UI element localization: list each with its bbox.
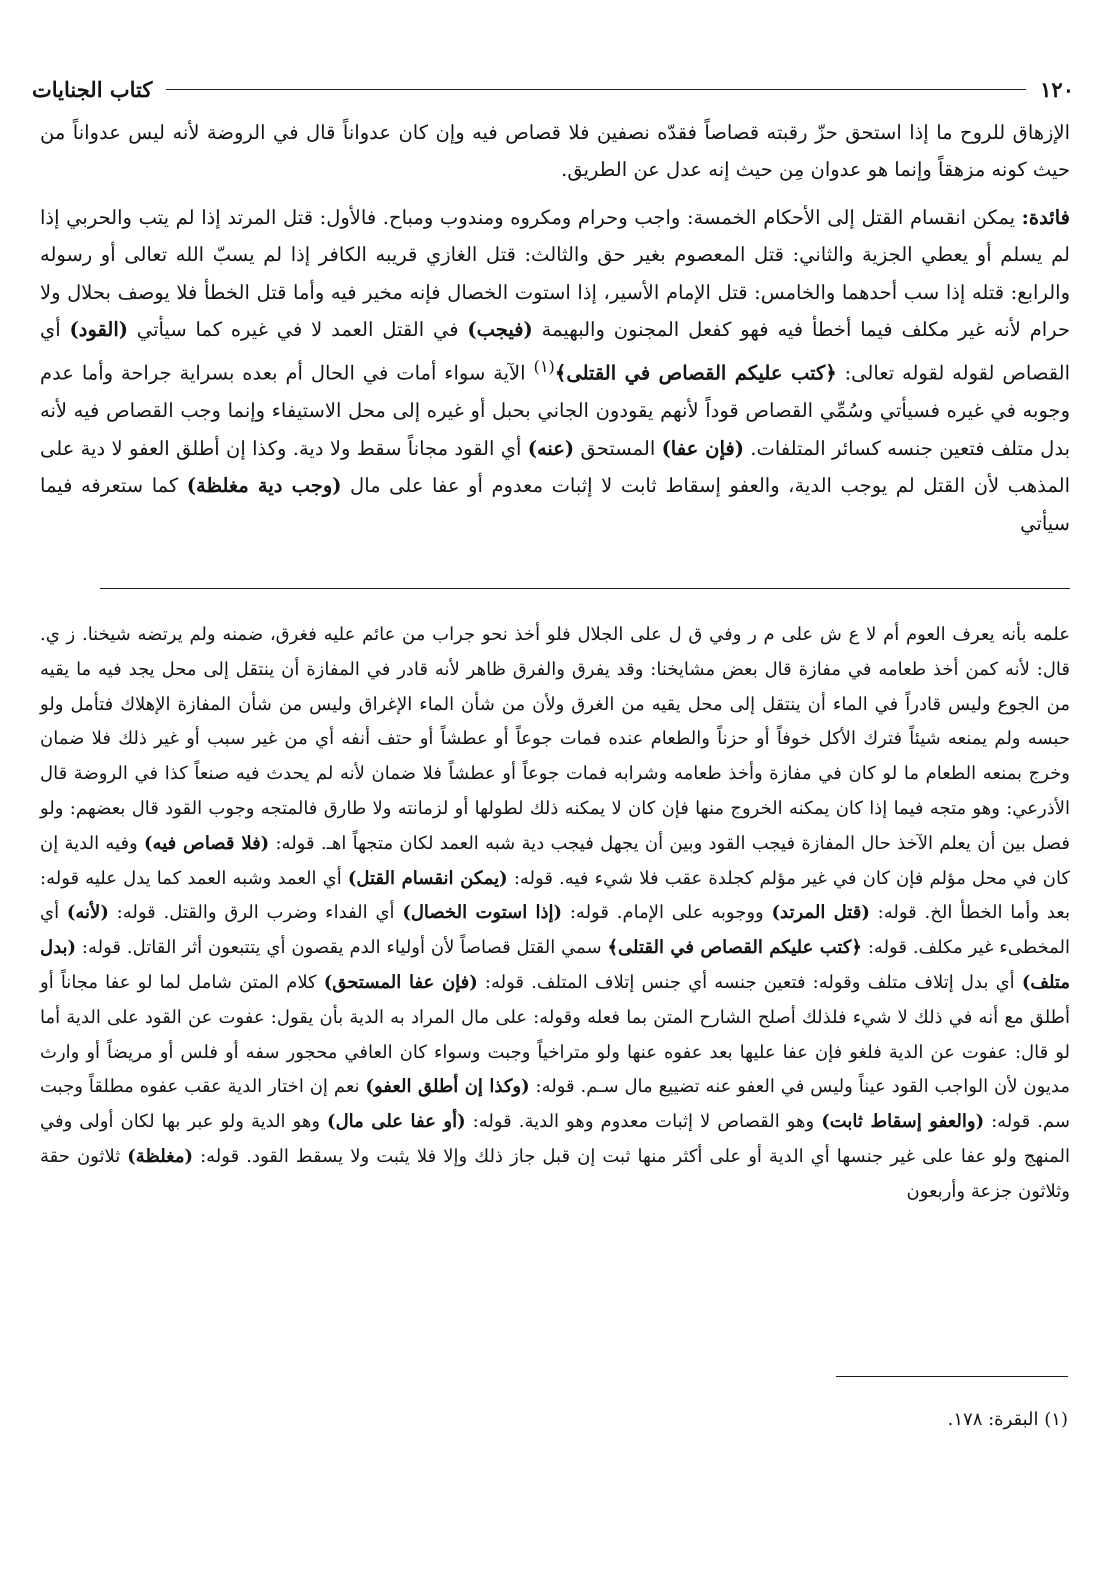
commentary-run: نعم إن اختار الدية عقب عفوه مطلقاً وجبت سم. قوله:	[40, 1076, 1070, 1133]
main-text-run: في القتل العمد لا في غيره كما سيأتي	[127, 318, 468, 342]
main-paragraph: الإزهاق للروح ما إذا استحق حزّ رقبته قصاصاً فقدّه نصفين فلا قصاص فيه وإن كان عدواناً قال في الروضة لأنه ليس عدواناً من حيث كونه مزهقاً وإنما هو عدوان مِن حيث إنه عدل عن الطريق.	[40, 121, 1070, 182]
matn-term: (فإن عفا)	[661, 436, 744, 460]
commentary-paragraph	[40, 618, 1070, 1210]
main-text-run: الآية سواء أمات في الحال أم بعده بسراية جراحة وأما عدم وجوبه في غيره فسيأتي وسُمِّي القصاص قوداً لأنهم يقودون الجاني بحبل أو غيره إلى محل الاستيفاء وإنما وجب القصاص فيه لأنه بدل متلف فتعين جنسه كسائر المتلفات.	[40, 361, 1071, 460]
running-title: كتاب الجنايات	[32, 76, 153, 102]
quoted-term: (بدل متلف)	[40, 937, 1071, 993]
quoted-term: (يمكن انقسام القتل)	[347, 867, 508, 889]
quoted-term: (والعفو إسقاط ثابت)	[821, 1111, 985, 1133]
commentary-run: أي العمد وشبه العمد كما يدل عليه قوله: بعد وأما الخطأ الخ. قوله:	[40, 867, 1070, 924]
quran-quote: ﴿كتب عليكم القصاص في القتلى﴾	[554, 361, 837, 385]
quoted-term: (لأنه)	[66, 902, 109, 924]
commentary-run: وهو القصاص لا إثبات معدوم وهو الدية. قوله:	[465, 1111, 822, 1133]
main-text-run: كما ستعرفه فيما سيأتي	[40, 474, 1070, 535]
quoted-term: (فإن عفا المستحق)	[323, 971, 478, 993]
quoted-term: (قتل المرتد)	[771, 902, 870, 924]
main-paragraph	[40, 199, 1070, 542]
page-header	[32, 74, 1074, 104]
matn-term: (فيجب)	[467, 318, 533, 342]
main-text	[40, 114, 1070, 542]
matn-term: (عنه)	[527, 436, 575, 460]
section-separator	[100, 588, 1070, 589]
matn-term: (القود)	[69, 318, 128, 342]
commentary-run: علمه بأنه يعرف العوم أم لا ع ش على م ر وفي ق ل على الجلال فلو أخذ نحو جراب من عائم عليه فغرق، ضمنه ولم يرتضه شيخنا. ز ي. قال: لأنه كمن أخذ طعامه في مفازة قال بعض مشايخنا: وقد يفرق والفرق ظاهر لأنه قادر في المفازة أن ينتقل إلى محل يجد فيه ما يقيه من الجوع وليس قادراً في الماء أن ينتقل إلى محل يقيه من الغرق ولأن من شأن الماء الإغراق وليس من شأن المفازة الإهلاك فتأمل ولو حبسه ولم يمنعه شيئاً فترك الأكل خوفاً أو حزناً والطعام عنده فمات جوعاً أو عطشاً أو حتف أنفه أي من غير سبب أو غير ذلك فلا ضمان وخرج بمنعه الطعام ما لو كان في مفازة وأخذ طعامه وشرابه فمات جوعاً أو عطشاً فلا ضمان لأنه لم يحدث فيه صنعاً كذا في الروضة قال الأذرعي: وهو متجه فيما إذا كان يمكنه الخروج منها فإن كان لا يمكنه ذلك لطولها أو لزمانته ولا طارق فالمتجه وجوب القود قال بعضهم: ولو فصل بين أن يعلم الآخذ حال المفازة فيجب القود وبين أن يجهل فيجب دية شبه العمد لكان متجهاً اهـ. قوله:	[40, 624, 1070, 854]
quoted-term: (وكذا إن أطلق العفو)	[365, 1076, 530, 1098]
quoted-term: (أو عفا على مال)	[327, 1111, 466, 1133]
quoted-term: ﴿كتب عليكم القصاص في القتلى﴾	[607, 937, 862, 959]
quoted-term: (فلا قصاص فيه)	[144, 832, 270, 854]
footnote: (١) البقرة: ١٧٨.	[947, 1409, 1068, 1430]
quoted-term: (مغلظة)	[127, 1145, 194, 1167]
commentary-run: أي بدل إتلاف متلف وقوله: فتعين جنسه أي جنس إتلاف المتلف. قوله:	[477, 971, 1022, 993]
commentary-run: وهو الدية ولو عبر بها لكان أولى وفي المنهج ولو عفا على غير جنسها أي الدية أو على أكثر منها ثبت إن قبل جاز ذلك وإلا فلا يثبت ولا يسقط القود. قوله:	[40, 1111, 1070, 1167]
footnote-rule	[836, 1376, 1068, 1377]
commentary-text	[40, 618, 1070, 1210]
commentary-run: كلام المتن شامل لما لو عفا مجاناً أو أطلق مع أنه في ذلك لا شيء فلذلك أصلح الشارح المتن بما فعله وقوله: على مال المراد به الدية بأن يقول: عفوت عن القود على الدية أما لو قال: عفوت عن الدية فلغو فإن عفا عليها بعد عفوه عنها ولو متراخياً وجبت وسواء كان العافي محجور سفه أو فلس أو مريضاً أو وارث مديون لأن الواجب القود عيناً وليس في العفو عنه تضييع مال سـم. قوله:	[40, 971, 1070, 1098]
footnote-marker: (١)	[533, 357, 555, 377]
quoted-term: (إذا استوت الخصال)	[402, 902, 563, 924]
commentary-run: ثلاثون حقة وثلاثون جزعة وأربعون	[40, 1145, 1070, 1202]
commentary-run: سمي القتل قصاصاً لأن أولياء الدم يقصون أي يتتبعون أثر القاتل. قوله:	[76, 937, 608, 959]
commentary-run: ووجوبه على الإمام. قوله:	[562, 902, 772, 924]
main-text-run: أي القصاص لقوله لقوله تعالى:	[40, 318, 1070, 385]
header-rule	[166, 89, 1026, 90]
page-number: ١٢٠	[1040, 76, 1074, 102]
benefit-label: فائدة:	[1021, 205, 1070, 229]
main-text-run: يمكن انقسام القتل إلى الأحكام الخمسة: واجب وحرام ومكروه ومندوب ومباح. فالأول: قتل المرتد إذا لم يتب والحربي إذا لم يسلم أو يعطي الجزية والثاني: قتل المعصوم بغير حق والثالث: قتل الغازي قريبه الكافر إذا لم يسبّ الله تعالى أو رسوله والرابع: قتله إذا سب أحدهما والخامس: قتل الإمام الأسير، إذا استوت الخصال فإنه مخير فيه وأما قتل الخطأ فلا يوصف بحلال ولا حرام لأنه غير مكلف فيما أخطأ فيه فهو كفعل المجنون والبهيمة	[40, 205, 1070, 342]
commentary-run: أي الفداء وضرب الرق والقتل. قوله:	[108, 902, 403, 924]
commentary-run: وفيه الدية إن كان في محل مؤلم فإن كان في غير مؤلم كجلدة عقب فلا شيء فيه. قوله:	[40, 832, 1070, 889]
main-text-run: المستحق	[574, 436, 662, 460]
commentary-run: أي المخطىء غير مكلف. قوله:	[40, 902, 1070, 959]
matn-term: (وجب دية مغلظة)	[186, 474, 342, 498]
main-text-run: أي القود مجاناً سقط ولا دية. وكذا إن أطلق العفو لا دية على المذهب لأن القتل لم يوجب الدية، والعفو إسقاط ثابت لا إثبات معدوم أو عفا على مال	[40, 436, 1070, 498]
